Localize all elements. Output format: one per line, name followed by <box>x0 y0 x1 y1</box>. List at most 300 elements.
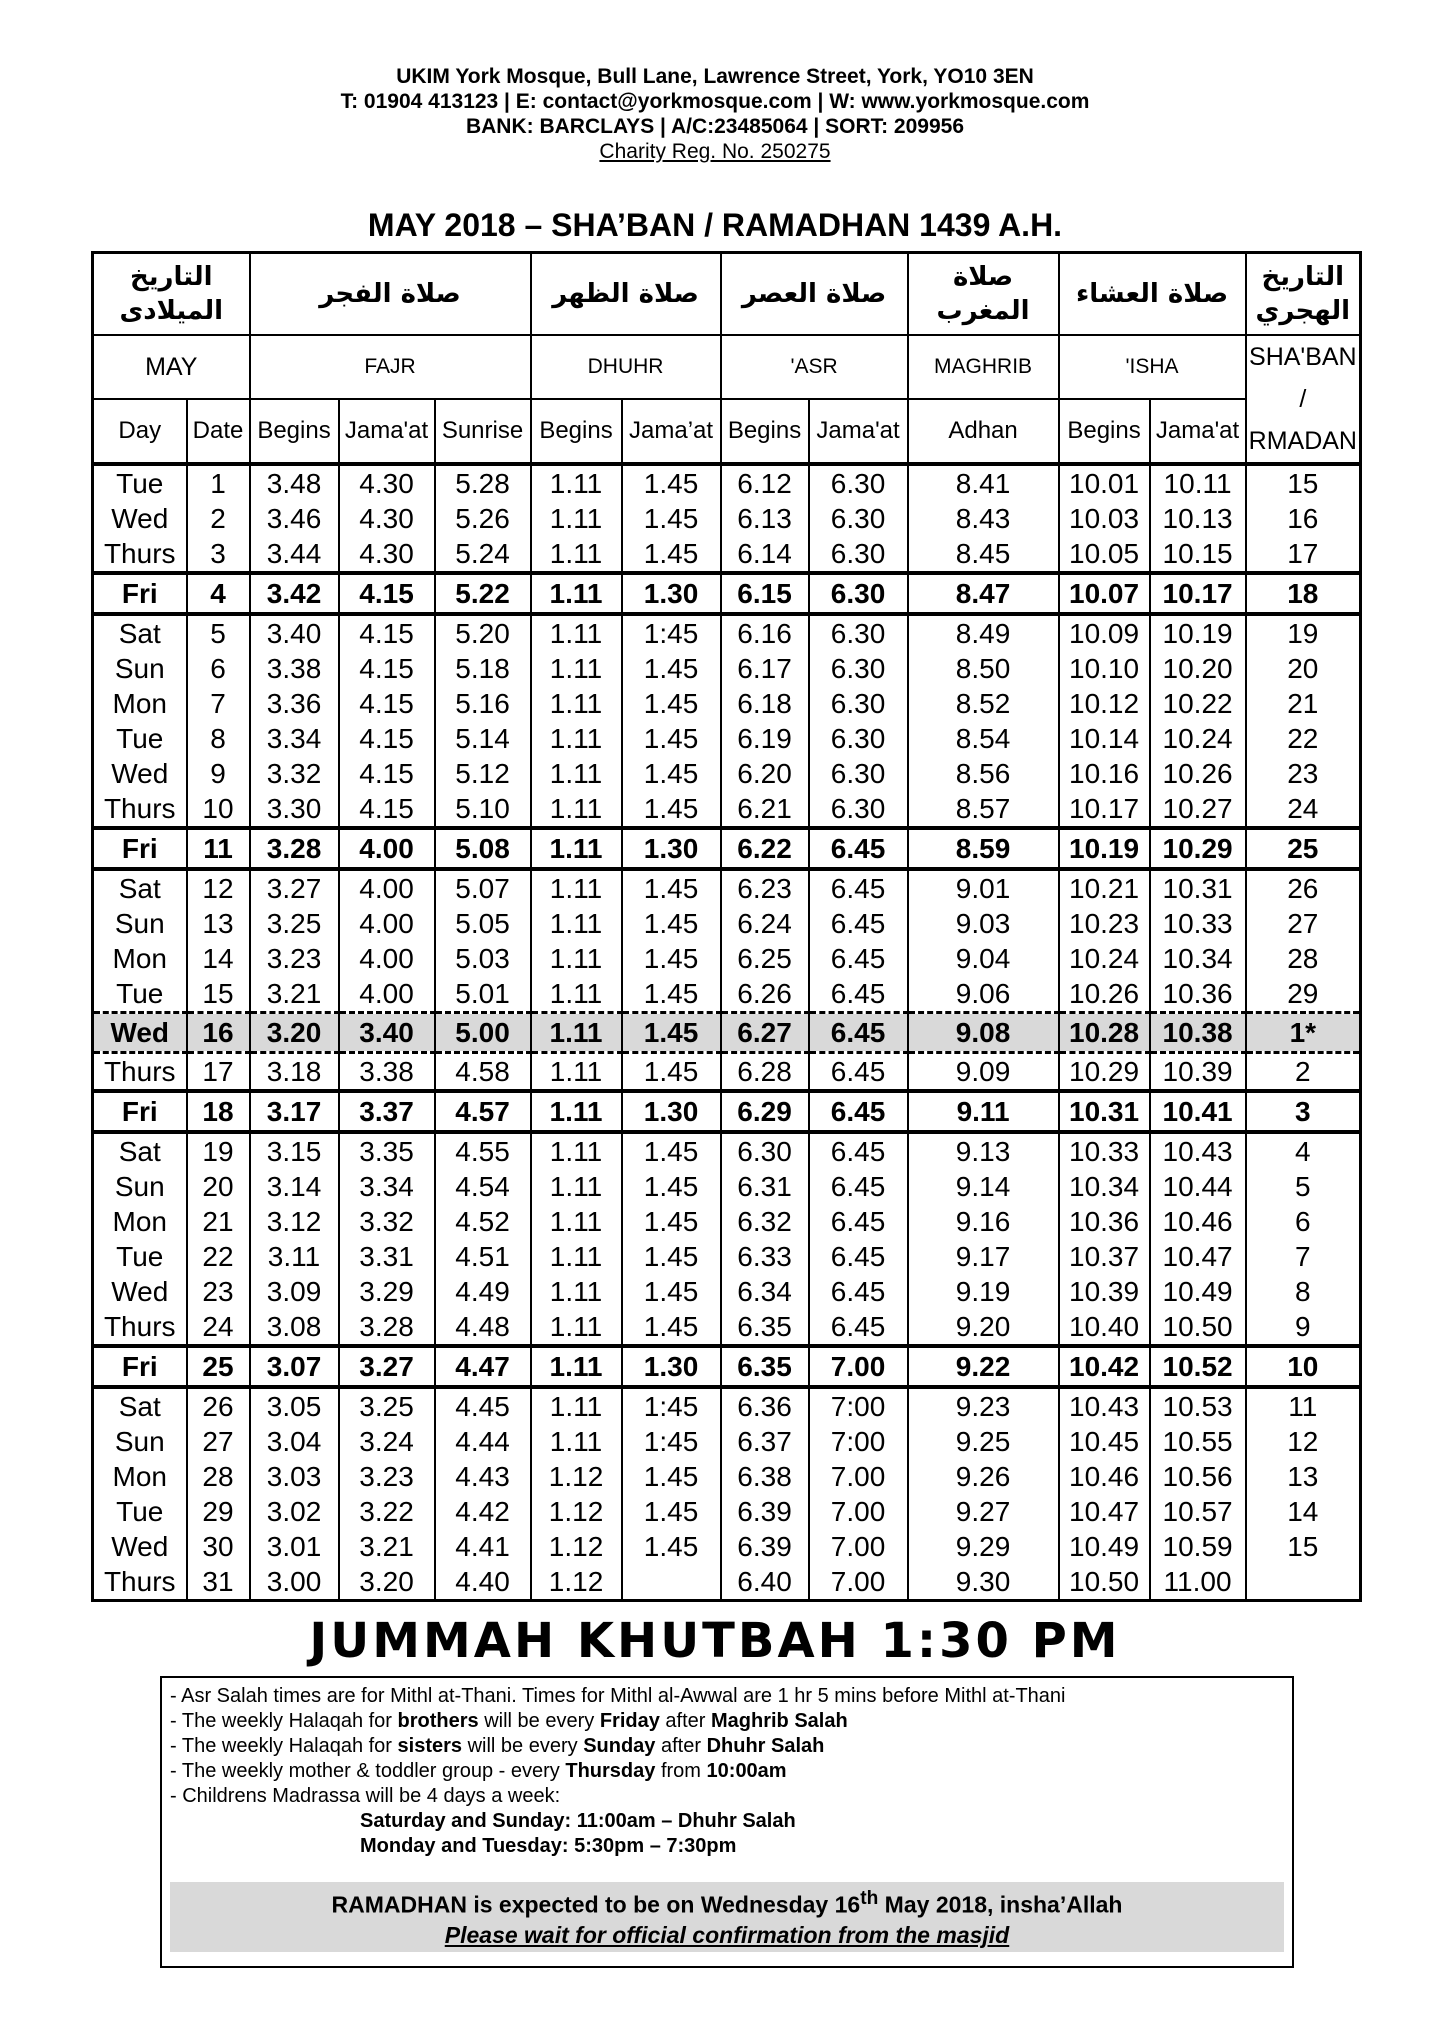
dhuhr-begins-cell: 1.11 <box>531 869 622 906</box>
fajr-jamaat-cell: 3.32 <box>339 1204 435 1239</box>
date-cell: 17 <box>187 1053 250 1092</box>
hijri-date-cell: 13 <box>1246 1459 1361 1494</box>
isha-begins-cell: 10.26 <box>1059 976 1150 1013</box>
hijri-date-cell: 14 <box>1246 1494 1361 1529</box>
date-cell: 8 <box>187 721 250 756</box>
day-cell: Mon <box>93 1459 187 1494</box>
sunrise-cell: 5.10 <box>435 791 531 828</box>
maghrib-adhan-cell: 9.22 <box>908 1346 1059 1387</box>
isha-jamaat-cell: 10.20 <box>1150 651 1246 686</box>
asr-jamaat-cell: 6.30 <box>809 573 908 614</box>
dhuhr-begins-cell: 1.12 <box>531 1529 622 1564</box>
dhuhr-jamaat-cell: 1.30 <box>622 828 721 869</box>
isha-jamaat-cell: 10.49 <box>1150 1274 1246 1309</box>
maghrib-adhan-cell: 8.52 <box>908 686 1059 721</box>
dhuhr-jamaat-cell: 1.45 <box>622 1013 721 1053</box>
maghrib-adhan-cell: 9.03 <box>908 906 1059 941</box>
table-row <box>93 1459 1361 1494</box>
isha-begins-cell: 10.28 <box>1059 1013 1150 1053</box>
asr-jamaat-cell: 6.45 <box>809 1169 908 1204</box>
fajr-begins-cell: 3.15 <box>250 1132 339 1169</box>
note-text: Thursday <box>565 1760 656 1782</box>
hijri-date-arabic: التاريخ الهجري <box>1246 253 1361 336</box>
dhuhr-jamaat-cell: 1.45 <box>622 686 721 721</box>
ramadhan-banner <box>170 1882 1284 1952</box>
fajr-jamaat-cell: 3.20 <box>339 1564 435 1601</box>
address: UKIM York Mosque, Bull Lane, Lawrence Street, York, YO10 3EN <box>396 65 1034 88</box>
subheader-cell: Begins <box>721 399 809 464</box>
sunrise-cell: 4.52 <box>435 1204 531 1239</box>
asr-jamaat-cell: 7:00 <box>809 1387 908 1424</box>
dhuhr-begins-cell: 1.12 <box>531 1459 622 1494</box>
fajr-jamaat-cell: 4.15 <box>339 756 435 791</box>
isha-begins-cell: 10.10 <box>1059 651 1150 686</box>
isha-begins-cell: 10.14 <box>1059 721 1150 756</box>
fajr-begins-cell: 3.48 <box>250 464 339 501</box>
sunrise-cell: 4.57 <box>435 1091 531 1132</box>
dhuhr-arabic: صلاة الظهر <box>531 253 721 336</box>
dhuhr-begins-cell: 1.11 <box>531 828 622 869</box>
date-cell: 11 <box>187 828 250 869</box>
hijri-date-cell: 12 <box>1246 1424 1361 1459</box>
sunrise-cell: 5.24 <box>435 536 531 573</box>
sunrise-cell: 4.48 <box>435 1309 531 1346</box>
table-row <box>93 1387 1361 1424</box>
isha-begins-cell: 10.47 <box>1059 1494 1150 1529</box>
isha-jamaat-cell: 11.00 <box>1150 1564 1246 1601</box>
table-row <box>93 573 1361 614</box>
asr-jamaat-cell: 7.00 <box>809 1564 908 1601</box>
notes-list <box>170 1684 1284 1809</box>
isha-begins-cell: 10.19 <box>1059 828 1150 869</box>
subheader-cell: Begins <box>531 399 622 464</box>
isha-jamaat-cell: 10.26 <box>1150 756 1246 791</box>
dhuhr-begins-cell: 1.12 <box>531 1564 622 1601</box>
isha-begins-cell: 10.17 <box>1059 791 1150 828</box>
fajr-begins-cell: 3.21 <box>250 976 339 1013</box>
isha-begins-cell: 10.05 <box>1059 536 1150 573</box>
fajr-jamaat-cell: 3.37 <box>339 1091 435 1132</box>
fajr-jamaat-cell: 4.15 <box>339 791 435 828</box>
dhuhr-begins-cell: 1.11 <box>531 686 622 721</box>
day-cell: Sat <box>93 869 187 906</box>
isha-jamaat-cell: 10.19 <box>1150 614 1246 651</box>
hijri-date-cell: 28 <box>1246 941 1361 976</box>
isha-begins-cell: 10.34 <box>1059 1169 1150 1204</box>
fajr-begins-cell: 3.38 <box>250 651 339 686</box>
dhuhr-begins-cell: 1.12 <box>531 1494 622 1529</box>
hijri-date-cell: 7 <box>1246 1239 1361 1274</box>
sunrise-cell: 4.55 <box>435 1132 531 1169</box>
fajr-jamaat-cell: 4.00 <box>339 869 435 906</box>
isha-jamaat-cell: 10.53 <box>1150 1387 1246 1424</box>
fajr-begins-cell: 3.08 <box>250 1309 339 1346</box>
isha-jamaat-cell: 10.33 <box>1150 906 1246 941</box>
asr-jamaat-cell: 6.45 <box>809 1132 908 1169</box>
maghrib-adhan-cell: 9.01 <box>908 869 1059 906</box>
maghrib-adhan-cell: 8.57 <box>908 791 1059 828</box>
date-cell: 26 <box>187 1387 250 1424</box>
subheader-cell: Date <box>187 399 250 464</box>
asr-jamaat-cell: 6.45 <box>809 869 908 906</box>
page-title: MAY 2018 – SHA’BAN / RAMADHAN 1439 A.H. <box>367 207 1063 243</box>
fajr-jamaat-cell: 3.34 <box>339 1169 435 1204</box>
content-flow <box>0 251 1430 1968</box>
fajr-jamaat-cell: 3.31 <box>339 1239 435 1274</box>
dhuhr-begins-cell: 1.11 <box>531 1346 622 1387</box>
dhuhr-jamaat-cell: 1.45 <box>622 941 721 976</box>
dhuhr-begins-cell: 1.11 <box>531 1309 622 1346</box>
dhuhr-begins-cell: 1.11 <box>531 941 622 976</box>
asr-jamaat-cell: 6.45 <box>809 976 908 1013</box>
fajr-begins-cell: 3.42 <box>250 573 339 614</box>
dhuhr-jamaat-cell: 1.45 <box>622 906 721 941</box>
fajr-begins-cell: 3.01 <box>250 1529 339 1564</box>
subheader-cell: Day <box>93 399 187 464</box>
date-cell: 4 <box>187 573 250 614</box>
day-cell: Tue <box>93 1239 187 1274</box>
table-row <box>93 1239 1361 1274</box>
dhuhr-jamaat-cell: 1.30 <box>622 573 721 614</box>
day-cell: Wed <box>93 501 187 536</box>
asr-jamaat-cell: 6.45 <box>809 1053 908 1092</box>
asr-begins-cell: 6.23 <box>721 869 809 906</box>
dhuhr-begins-cell: 1.11 <box>531 573 622 614</box>
dhuhr-jamaat-cell: 1.45 <box>622 651 721 686</box>
date-cell: 14 <box>187 941 250 976</box>
dhuhr-begins-cell: 1.11 <box>531 464 622 501</box>
isha-begins-cell: 10.37 <box>1059 1239 1150 1274</box>
hijri-date-cell: 18 <box>1246 573 1361 614</box>
maghrib-adhan-cell: 9.08 <box>908 1013 1059 1053</box>
date-cell: 25 <box>187 1346 250 1387</box>
isha-jamaat-cell: 10.46 <box>1150 1204 1246 1239</box>
subheader-cell: Begins <box>250 399 339 464</box>
asr-begins-cell: 6.26 <box>721 976 809 1013</box>
fajr-begins-cell: 3.30 <box>250 791 339 828</box>
isha-begins-cell: 10.24 <box>1059 941 1150 976</box>
maghrib-adhan-cell: 9.04 <box>908 941 1059 976</box>
fajr-begins-cell: 3.17 <box>250 1091 339 1132</box>
sunrise-cell: 4.42 <box>435 1494 531 1529</box>
hijri-date-cell: 25 <box>1246 828 1361 869</box>
sunrise-cell: 5.12 <box>435 756 531 791</box>
maghrib-adhan-cell: 9.16 <box>908 1204 1059 1239</box>
dhuhr-jamaat-cell: 1.45 <box>622 1459 721 1494</box>
note-line <box>170 1684 1284 1709</box>
maghrib-adhan-cell: 8.56 <box>908 756 1059 791</box>
asr-begins-cell: 6.40 <box>721 1564 809 1601</box>
hijri-date-cell: 20 <box>1246 651 1361 686</box>
fajr-jamaat-cell: 4.30 <box>339 536 435 573</box>
note-line <box>170 1709 1284 1734</box>
fajr-begins-cell: 3.09 <box>250 1274 339 1309</box>
isha-header: 'ISHA <box>1059 335 1246 399</box>
isha-jamaat-cell: 10.59 <box>1150 1529 1246 1564</box>
hijri-date-cell: 15 <box>1246 1529 1361 1564</box>
subheader-cell: Jama’at <box>622 399 721 464</box>
asr-begins-cell: 6.16 <box>721 614 809 651</box>
fajr-begins-cell: 3.32 <box>250 756 339 791</box>
isha-jamaat-cell: 10.34 <box>1150 941 1246 976</box>
fajr-begins-cell: 3.20 <box>250 1013 339 1053</box>
sunrise-cell: 5.28 <box>435 464 531 501</box>
hijri-date-cell: 2 <box>1246 1053 1361 1092</box>
isha-begins-cell: 10.45 <box>1059 1424 1150 1459</box>
isha-jamaat-cell: 10.22 <box>1150 686 1246 721</box>
maghrib-adhan-cell: 9.17 <box>908 1239 1059 1274</box>
table-row <box>93 869 1361 906</box>
maghrib-adhan-cell: 9.11 <box>908 1091 1059 1132</box>
date-cell: 30 <box>187 1529 250 1564</box>
fajr-jamaat-cell: 4.00 <box>339 941 435 976</box>
maghrib-adhan-cell: 9.06 <box>908 976 1059 1013</box>
hijri-date-cell: 16 <box>1246 501 1361 536</box>
hijri-date-cell: 15 <box>1246 464 1361 501</box>
fajr-begins-cell: 3.14 <box>250 1169 339 1204</box>
isha-jamaat-cell: 10.11 <box>1150 464 1246 501</box>
day-cell: Sat <box>93 614 187 651</box>
isha-begins-cell: 10.23 <box>1059 906 1150 941</box>
dhuhr-begins-cell: 1.11 <box>531 1053 622 1092</box>
table-row <box>93 1424 1361 1459</box>
day-cell: Thurs <box>93 1053 187 1092</box>
note-text: Friday <box>599 1710 660 1732</box>
date-cell: 20 <box>187 1169 250 1204</box>
day-cell: Fri <box>93 1346 187 1387</box>
isha-jamaat-cell: 10.43 <box>1150 1132 1246 1169</box>
asr-jamaat-cell: 6.30 <box>809 464 908 501</box>
dhuhr-begins-cell: 1.11 <box>531 721 622 756</box>
dhuhr-begins-cell: 1.11 <box>531 1091 622 1132</box>
asr-header: 'ASR <box>721 335 908 399</box>
dhuhr-jamaat-cell: 1.45 <box>622 791 721 828</box>
dhuhr-jamaat-cell: 1.45 <box>622 976 721 1013</box>
sunrise-cell: 4.58 <box>435 1053 531 1092</box>
dhuhr-begins-cell: 1.11 <box>531 756 622 791</box>
table-row <box>93 1346 1361 1387</box>
hijri-date-cell: 9 <box>1246 1309 1361 1346</box>
dhuhr-begins-cell: 1.11 <box>531 1424 622 1459</box>
dhuhr-begins-cell: 1.11 <box>531 536 622 573</box>
date-cell: 21 <box>187 1204 250 1239</box>
day-cell: Fri <box>93 1091 187 1132</box>
asr-jamaat-cell: 6.30 <box>809 791 908 828</box>
sunrise-cell: 4.41 <box>435 1529 531 1564</box>
table-row <box>93 614 1361 651</box>
fajr-jamaat-cell: 4.15 <box>339 573 435 614</box>
dhuhr-begins-cell: 1.11 <box>531 1132 622 1169</box>
date-cell: 9 <box>187 756 250 791</box>
asr-jamaat-cell: 6.45 <box>809 1091 908 1132</box>
date-cell: 12 <box>187 869 250 906</box>
note-text: Dhuhr Salah <box>706 1735 825 1757</box>
maghrib-header: MAGHRIB <box>908 335 1059 399</box>
table-row <box>93 791 1361 828</box>
asr-jamaat-cell: 6.30 <box>809 536 908 573</box>
fajr-begins-cell: 3.11 <box>250 1239 339 1274</box>
day-cell: Mon <box>93 941 187 976</box>
isha-begins-cell: 10.29 <box>1059 1053 1150 1092</box>
isha-jamaat-cell: 10.36 <box>1150 976 1246 1013</box>
table-row <box>93 1053 1361 1092</box>
asr-jamaat-cell: 6.30 <box>809 501 908 536</box>
fajr-begins-cell: 3.23 <box>250 941 339 976</box>
asr-begins-cell: 6.37 <box>721 1424 809 1459</box>
isha-begins-cell: 10.21 <box>1059 869 1150 906</box>
fajr-jamaat-cell: 3.21 <box>339 1529 435 1564</box>
fajr-header: FAJR <box>250 335 531 399</box>
maghrib-adhan-cell: 8.47 <box>908 573 1059 614</box>
sunrise-cell: 5.18 <box>435 651 531 686</box>
note-text: from <box>655 1760 707 1782</box>
maghrib-adhan-cell: 9.20 <box>908 1309 1059 1346</box>
table-row <box>93 686 1361 721</box>
asr-jamaat-cell: 6.45 <box>809 1274 908 1309</box>
asr-begins-cell: 6.33 <box>721 1239 809 1274</box>
note-text: - The weekly Halaqah for <box>170 1735 398 1757</box>
maghrib-adhan-cell: 9.19 <box>908 1274 1059 1309</box>
table-row <box>93 651 1361 686</box>
fajr-begins-cell: 3.27 <box>250 869 339 906</box>
fajr-jamaat-cell: 3.23 <box>339 1459 435 1494</box>
isha-arabic: صلاة العشاء <box>1059 253 1246 336</box>
note-text: - The weekly mother & toddler group - every <box>170 1760 566 1782</box>
dhuhr-begins-cell: 1.11 <box>531 1204 622 1239</box>
date-cell: 28 <box>187 1459 250 1494</box>
dhuhr-jamaat-cell: 1.45 <box>622 1494 721 1529</box>
dhuhr-jamaat-cell: 1.30 <box>622 1091 721 1132</box>
fajr-jamaat-cell: 3.28 <box>339 1309 435 1346</box>
dhuhr-jamaat-cell: 1.45 <box>622 1529 721 1564</box>
hijri-date-cell: 24 <box>1246 791 1361 828</box>
asr-jamaat-cell: 6.45 <box>809 828 908 869</box>
asr-begins-cell: 6.18 <box>721 686 809 721</box>
isha-jamaat-cell: 10.31 <box>1150 869 1246 906</box>
sunrise-cell: 5.26 <box>435 501 531 536</box>
arabic-header-row <box>93 253 1361 336</box>
fajr-jamaat-cell: 4.00 <box>339 906 435 941</box>
date-cell: 1 <box>187 464 250 501</box>
note-text: - The weekly Halaqah for <box>170 1710 398 1732</box>
dhuhr-begins-cell: 1.11 <box>531 791 622 828</box>
fajr-begins-cell: 3.00 <box>250 1564 339 1601</box>
dhuhr-jamaat-cell: 1.45 <box>622 536 721 573</box>
banner-sup: th <box>860 1888 879 1910</box>
fajr-begins-cell: 3.07 <box>250 1346 339 1387</box>
dhuhr-begins-cell: 1.11 <box>531 1239 622 1274</box>
subheader-cell: Jama'at <box>1150 399 1246 464</box>
isha-jamaat-cell: 10.56 <box>1150 1459 1246 1494</box>
asr-begins-cell: 6.15 <box>721 573 809 614</box>
isha-jamaat-cell: 10.13 <box>1150 501 1246 536</box>
madrassa-weekday: Monday and Tuesday: 5:30pm – 7:30pm <box>360 1835 737 1857</box>
fajr-begins-cell: 3.04 <box>250 1424 339 1459</box>
dhuhr-jamaat-cell: 1.30 <box>622 1346 721 1387</box>
day-cell: Fri <box>93 573 187 614</box>
asr-begins-cell: 6.35 <box>721 1309 809 1346</box>
asr-jamaat-cell: 7:00 <box>809 1424 908 1459</box>
dhuhr-jamaat-cell: 1.45 <box>622 1204 721 1239</box>
maghrib-adhan-cell: 9.27 <box>908 1494 1059 1529</box>
asr-jamaat-cell: 6.45 <box>809 1204 908 1239</box>
table-row <box>93 828 1361 869</box>
isha-jamaat-cell: 10.15 <box>1150 536 1246 573</box>
day-cell: Wed <box>93 1013 187 1053</box>
table-row <box>93 1132 1361 1169</box>
fajr-jamaat-cell: 4.00 <box>339 828 435 869</box>
date-cell: 15 <box>187 976 250 1013</box>
maghrib-adhan-cell: 9.29 <box>908 1529 1059 1564</box>
isha-begins-cell: 10.12 <box>1059 686 1150 721</box>
day-cell: Sat <box>93 1387 187 1424</box>
asr-jamaat-cell: 7.00 <box>809 1459 908 1494</box>
date-cell: 5 <box>187 614 250 651</box>
fajr-begins-cell: 3.02 <box>250 1494 339 1529</box>
asr-begins-cell: 6.20 <box>721 756 809 791</box>
dhuhr-jamaat-cell: 1.45 <box>622 756 721 791</box>
date-cell: 3 <box>187 536 250 573</box>
fajr-jamaat-cell: 3.38 <box>339 1053 435 1092</box>
maghrib-adhan-cell: 8.45 <box>908 536 1059 573</box>
asr-begins-cell: 6.30 <box>721 1132 809 1169</box>
fajr-jamaat-cell: 3.27 <box>339 1346 435 1387</box>
hijri-date-cell: 3 <box>1246 1091 1361 1132</box>
table-row <box>93 1274 1361 1309</box>
day-cell: Wed <box>93 756 187 791</box>
dhuhr-jamaat-cell <box>622 1564 721 1601</box>
fajr-jamaat-cell: 3.40 <box>339 1013 435 1053</box>
asr-jamaat-cell: 7.00 <box>809 1529 908 1564</box>
table-row <box>93 1309 1361 1346</box>
asr-begins-cell: 6.27 <box>721 1013 809 1053</box>
date-cell: 22 <box>187 1239 250 1274</box>
sunrise-cell: 5.14 <box>435 721 531 756</box>
maghrib-adhan-cell: 9.26 <box>908 1459 1059 1494</box>
sunrise-cell: 4.49 <box>435 1274 531 1309</box>
asr-begins-cell: 6.31 <box>721 1169 809 1204</box>
asr-jamaat-cell: 7.00 <box>809 1346 908 1387</box>
dhuhr-jamaat-cell: 1.45 <box>622 1132 721 1169</box>
dhuhr-jamaat-cell: 1.45 <box>622 1274 721 1309</box>
dhuhr-header: DHUHR <box>531 335 721 399</box>
sunrise-cell: 4.44 <box>435 1424 531 1459</box>
sunrise-cell: 4.47 <box>435 1346 531 1387</box>
maghrib-adhan-cell: 8.59 <box>908 828 1059 869</box>
table-row <box>93 501 1361 536</box>
bank-details: BANK: BARCLAYS | A/C:23485064 | SORT: 209956 <box>465 115 965 138</box>
month-header: MAY <box>93 335 250 399</box>
table-row <box>93 1529 1361 1564</box>
note-text: Maghrib Salah <box>710 1710 848 1732</box>
asr-begins-cell: 6.28 <box>721 1053 809 1092</box>
sunrise-cell: 5.08 <box>435 828 531 869</box>
fajr-begins-cell: 3.03 <box>250 1459 339 1494</box>
date-cell: 18 <box>187 1091 250 1132</box>
date-cell: 16 <box>187 1013 250 1053</box>
sunrise-cell: 5.07 <box>435 869 531 906</box>
sunrise-cell: 5.20 <box>435 614 531 651</box>
date-cell: 31 <box>187 1564 250 1601</box>
day-cell: Sun <box>93 906 187 941</box>
day-cell: Thurs <box>93 791 187 828</box>
hijri-date-cell: 11 <box>1246 1387 1361 1424</box>
asr-jamaat-cell: 6.30 <box>809 686 908 721</box>
sunrise-cell: 5.05 <box>435 906 531 941</box>
sunrise-cell: 5.03 <box>435 941 531 976</box>
asr-begins-cell: 6.17 <box>721 651 809 686</box>
subheader-cell: Jama'at <box>809 399 908 464</box>
